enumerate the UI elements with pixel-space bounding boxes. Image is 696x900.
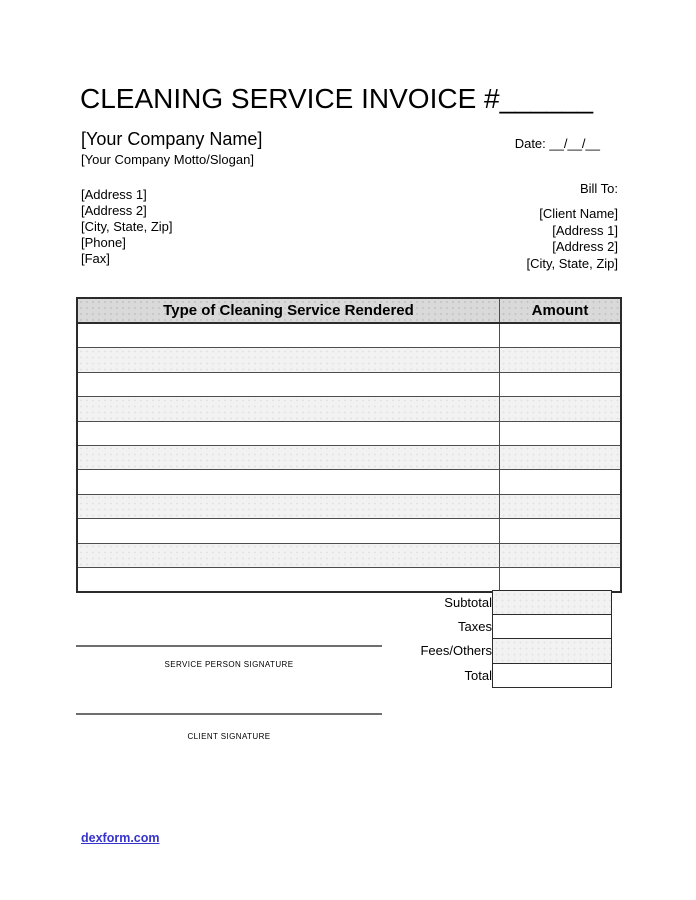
service-cell: [77, 421, 500, 445]
summary-value-fees: [493, 639, 612, 663]
summary-value-taxes: [493, 615, 612, 639]
table-row: [77, 470, 621, 494]
amount-cell: [500, 323, 622, 348]
summary-value-total: [493, 663, 612, 687]
company-address-block: [81, 187, 173, 267]
summary-label-taxes: Taxes: [458, 619, 492, 635]
summary-label-subtotal: Subtotal: [444, 595, 492, 611]
company-name: [Your Company Name]: [81, 129, 263, 149]
column-header-amount: Amount: [500, 298, 622, 323]
dexform-link[interactable]: dexform.com: [81, 831, 160, 845]
table-row: [77, 519, 621, 543]
company-address-line: [Address 1]: [81, 187, 147, 202]
client-signature-line: [76, 713, 382, 715]
amount-cell: [500, 519, 622, 543]
bill-to-label: Bill To:: [579, 181, 618, 196]
service-person-signature-label: SERVICE PERSON SIGNATURE: [164, 660, 294, 669]
table-row: [77, 543, 621, 567]
summary-row: [306, 591, 612, 615]
table-row: [77, 567, 621, 592]
table-row: [77, 421, 621, 445]
amount-cell: [500, 397, 622, 421]
amount-cell: [500, 470, 622, 494]
service-cell: [77, 348, 500, 372]
amount-cell: [500, 494, 622, 518]
company-address-line: [Fax]: [81, 251, 110, 266]
summary-row: [306, 615, 612, 639]
company-motto: [Your Company Motto/Slogan]: [81, 152, 254, 167]
service-table-body: [77, 323, 621, 592]
bill-to-line: [Address 2]: [552, 239, 618, 255]
table-row: [77, 494, 621, 518]
table-row: [77, 372, 621, 396]
amount-cell: [500, 421, 622, 445]
page-title: CLEANING SERVICE INVOICE #______: [80, 83, 594, 114]
table-row: [77, 323, 621, 348]
service-cell: [77, 543, 500, 567]
amount-cell: [500, 445, 622, 469]
bill-to-line: [Address 1]: [552, 222, 618, 238]
summary-table: [306, 590, 612, 688]
amount-cell: [500, 348, 622, 372]
service-table-header-row: [77, 298, 621, 323]
service-cell: [77, 567, 500, 592]
service-cell: [77, 372, 500, 396]
column-header-service: Type of Cleaning Service Rendered: [77, 298, 500, 323]
service-cell: [77, 397, 500, 421]
summary-value-subtotal: [493, 591, 612, 615]
service-cell: [77, 470, 500, 494]
table-row: [77, 397, 621, 421]
service-cell: [77, 445, 500, 469]
table-row: [77, 445, 621, 469]
bill-to-line: [Client Name]: [539, 206, 618, 221]
table-row: [77, 348, 621, 372]
amount-cell: [500, 567, 622, 592]
summary-label-fees: Fees/Others: [420, 643, 492, 659]
service-table: [76, 297, 622, 593]
company-address-line: [Phone]: [81, 235, 126, 250]
client-signature-label: CLIENT SIGNATURE: [187, 732, 271, 741]
company-address-line: [Address 2]: [81, 203, 147, 218]
service-cell: [77, 323, 500, 348]
company-address-line: [City, State, Zip]: [81, 219, 173, 234]
service-person-signature-line: [76, 645, 382, 647]
service-cell: [77, 519, 500, 543]
bill-to-block: [526, 181, 618, 272]
amount-cell: [500, 543, 622, 567]
service-cell: [77, 494, 500, 518]
date-field: Date: __/__/__: [514, 136, 600, 151]
amount-cell: [500, 372, 622, 396]
summary-label-total: Total: [464, 667, 492, 683]
bill-to-line: [City, State, Zip]: [526, 255, 618, 271]
